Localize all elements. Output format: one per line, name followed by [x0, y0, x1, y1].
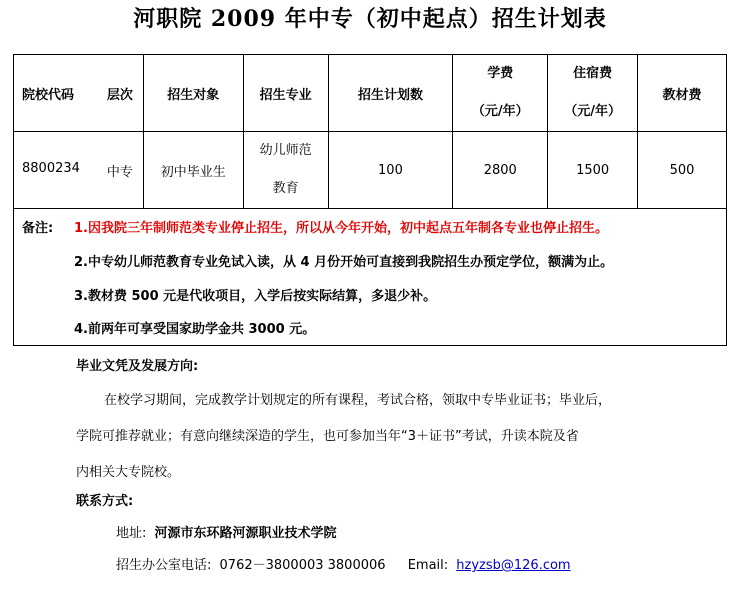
cell-target: 初中毕业生 — [143, 132, 243, 209]
cell-lodging: 1500 — [548, 132, 638, 209]
phone-value: 0762－3800003 3800006 — [219, 558, 386, 573]
table-row — [14, 132, 727, 209]
contact-phone-email — [116, 554, 571, 573]
note-item-3: 3.教材费 500 元是代收项目，入学后按实际结算，多退少补。 — [74, 289, 437, 304]
header-code-level — [14, 55, 144, 132]
header-lodging-line1: 住宿费 — [573, 66, 613, 81]
cell-books: 500 — [638, 132, 727, 209]
enrollment-plan-table — [13, 54, 727, 346]
header-tuition — [453, 55, 548, 132]
graduation-paragraph-line1: 在校学习期间，完成教学计划规定的所有课程，考试合格，领取中专毕业证书；毕业后， — [104, 393, 612, 408]
note-item-1: 1.因我院三年制师范类专业停止招生，所以从今年开始，初中起点五年制各专业也停止招生。 — [74, 221, 608, 236]
header-plan: 招生计划数 — [328, 55, 453, 132]
cell-tuition: 2800 — [453, 132, 548, 209]
header-code: 院校代码 — [22, 87, 75, 103]
contact-address — [116, 522, 337, 541]
header-tuition-line1: 学费 — [487, 66, 514, 81]
header-tuition-line2: （元/年） — [471, 104, 529, 119]
notes-row — [14, 209, 727, 346]
note-item-2: 2.中专幼儿师范教育专业免试入读，从 4 月份开始可直接到我院招生办预定学位，额满为止。 — [74, 255, 614, 270]
graduation-paragraph-line3: 内相关大专院校。 — [76, 465, 181, 480]
cell-major-line1: 幼儿师范 — [259, 143, 312, 158]
cell-level: 中专 — [106, 164, 133, 180]
address-label: 地址: — [116, 526, 147, 541]
graduation-paragraph-line2: 学院可推荐就业；有意向继续深造的学生，也可参加当年“3＋证书”考试，升读本院及省 — [76, 429, 579, 444]
cell-major — [243, 132, 328, 209]
cell-code: 8800234 — [22, 160, 80, 176]
page-title: 河职院 2009 年中专（初中起点）招生计划表 — [133, 6, 607, 32]
phone-label: 招生办公室电话: — [116, 558, 212, 573]
note-item-4: 4.前两年可享受国家助学金共 3000 元。 — [74, 322, 316, 337]
notes-label: 备注: — [22, 221, 54, 236]
email-label: Email: — [407, 558, 449, 573]
cell-major-line2: 教育 — [272, 181, 299, 196]
header-major: 招生专业 — [243, 55, 328, 132]
header-target: 招生对象 — [143, 55, 243, 132]
notes-cell — [14, 209, 727, 346]
graduation-heading: 毕业文凭及发展方向: — [76, 359, 199, 374]
header-lodging — [548, 55, 638, 132]
cell-plan: 100 — [328, 132, 453, 209]
cell-code-level — [14, 132, 144, 209]
address-value: 河源市东环路河源职业技术学院 — [154, 526, 337, 541]
header-level: 层次 — [106, 87, 133, 103]
table-header-row — [14, 55, 727, 132]
email-link[interactable]: hzyzsb@126.com — [456, 558, 571, 573]
header-lodging-line2: （元/年） — [564, 104, 622, 119]
contact-heading: 联系方式: — [76, 494, 134, 509]
header-books: 教材费 — [638, 55, 727, 132]
